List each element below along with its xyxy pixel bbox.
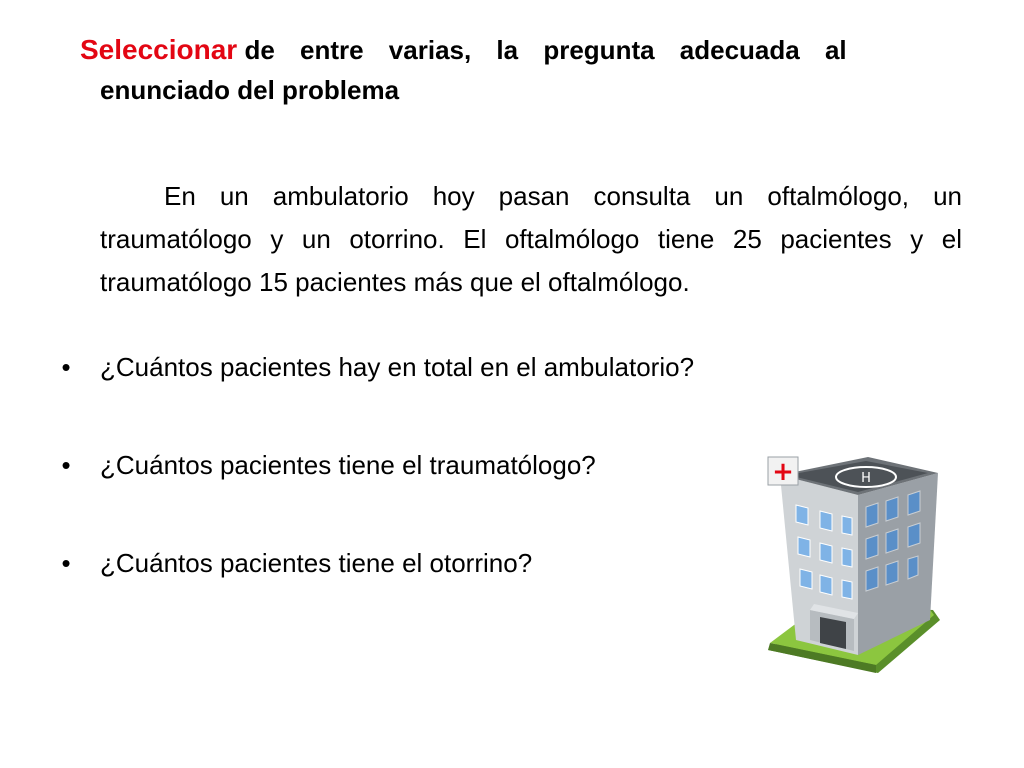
heading-rest-line1: de entre varias, la pregunta adecuada al [244,35,847,65]
question-text: ¿Cuántos pacientes tiene el traumatólogo? [100,450,596,480]
bullet-icon: • [61,352,71,382]
bullet-icon: • [61,548,71,578]
helipad-letter: H [861,471,871,486]
heading-keyword: Seleccionar [80,34,238,65]
question-text: ¿Cuántos pacientes tiene el otorrino? [100,548,533,578]
problem-statement: En un ambulatorio hoy pasan consulta un oftalmólogo, un traumatólogo y un otorrino. El oftalmólogo tiene 25 pacientes y el traumatólogo 15 pacientes más que el oftalmólogo. [100,181,962,297]
bullet-icon: • [61,450,71,480]
question-item [56,443,756,487]
red-cross-symbol: + [772,457,794,487]
question-item [56,345,756,389]
question-text: ¿Cuántos pacientes hay en total en el ambulatorio? [100,352,695,382]
slide-heading [80,30,962,110]
heading-rest-line2: enunciado del problema [100,75,400,105]
question-item [56,541,756,585]
hospital-building-icon [758,445,963,690]
question-list [56,345,756,585]
